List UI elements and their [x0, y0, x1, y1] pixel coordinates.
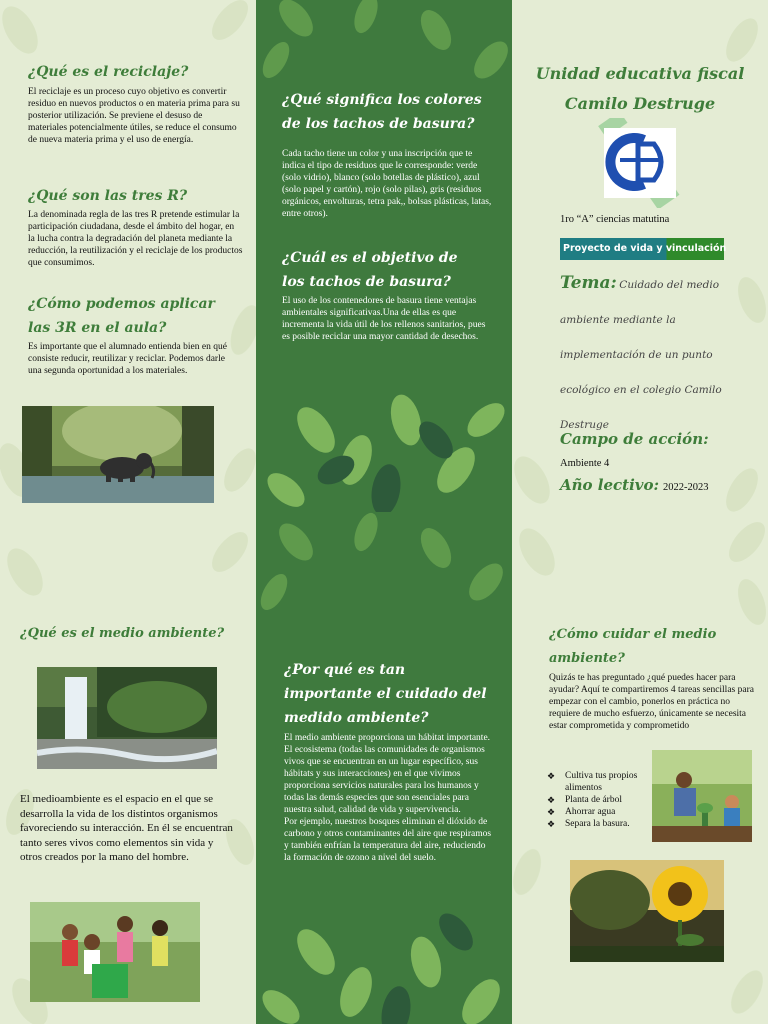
- text-bin-objective: El uso de los contenedores de basura tiene ventajas ambientales significativas.Una de ellas es que incrementa la vida útil de los rellenos sanitarios, pues es posible reciclar una mayor cantidad de desechos.: [282, 296, 486, 342]
- heading-what-is-recycling: ¿Qué es el reciclaje?: [28, 64, 189, 80]
- tip-item: ❖ Separa la basura.: [547, 819, 630, 829]
- text-what-is-recycling: El reciclaje es un proceso cuyo objetivo es convertir residuo en nuevos productos o en materia prima para su posterior utilización. Se previene el desuso de materiales potencialmente útiles, se reduce el consumo de nueva materia prima y el uso de energía.: [28, 87, 240, 145]
- panel-bins: [256, 0, 512, 512]
- bullet-icon: ❖: [547, 807, 556, 817]
- panel-recycling: [0, 0, 256, 512]
- heading-what-is-environment: ¿Qué es el medio ambiente?: [20, 626, 225, 641]
- bullet-icon: ❖: [547, 819, 556, 829]
- bullet-icon: ❖: [547, 795, 556, 805]
- panel-importance: [256, 512, 512, 1024]
- planting-photo: [652, 750, 752, 842]
- tip-item: ❖ Planta de árbol: [547, 795, 622, 805]
- anio-value: 2022-2023: [663, 482, 709, 493]
- campo-value: Ambiente 4: [560, 458, 610, 469]
- heading-how-to-care: ¿Cómo cuidar el medio ambiente?: [549, 627, 717, 666]
- panel-care: [512, 512, 768, 1024]
- text-three-r: La denominada regla de las tres R pretende estimular la participación ciudadana, desde el ámbito del hogar, en la lucha contra la degradación del planeta mediante la reducción, la reutilización y el reciclaje de los productos que consumimos.: [28, 210, 243, 268]
- heading-importance: ¿Por qué es tan importante el cuidado del medido ambiente?: [284, 662, 487, 726]
- school-name-line1: Unidad educativa fiscal: [535, 64, 745, 83]
- heading-apply-3r: ¿Cómo podemos aplicar las 3R en el aula?: [28, 296, 215, 336]
- heading-three-r: ¿Qué son las tres R?: [28, 188, 188, 204]
- tip-item: ❖ Cultiva tus propios alimentos: [547, 771, 638, 793]
- text-importance: El medio ambiente proporciona un hábitat importante. El ecosistema (todas las comunidades de organismos vivos que se encuentran en un lugar específico, sus hábitats y sus interacciones) en el que vivimos proporciona servicios naturales para los humanos y todas las demás especies que son esenciales para nuestra salud, calidad de vida y supervivencia. Por ejemplo, nuestros bosques eliminan el dióxido de carbono y otros contaminantes del aire que respiramos y también enfrían la temperatura del aire, reduciendo la formación de ozono a nivel del suelo.: [284, 733, 492, 863]
- campo-label: Campo de acción:: [560, 430, 709, 448]
- elephant-photo: [22, 406, 214, 503]
- text-how-to-care: Quizás te has preguntado ¿qué puedes hacer para ayudar? Aquí te compartiremos 4 tareas sencillas para empezar con el cambio, ponerlos en práctica no requiere de mucho esfuerzo, únicamente se necesita estar comprometida y comprometido: [549, 673, 754, 731]
- heading-bin-objective: ¿Cuál es el objetivo de los tachos de basura?: [282, 250, 458, 290]
- anio-block: [560, 476, 709, 495]
- school-logo: [592, 118, 682, 208]
- tips-list: [547, 770, 657, 830]
- panel-environment: [0, 512, 256, 1024]
- heading-bin-colors: ¿Qué significa los colores de los tachos de basura?: [282, 92, 482, 132]
- tema-text: Cuidado del medio ambiente mediante la implementación de un punto ecológico en el colegio Camilo Destruge: [560, 279, 722, 431]
- course-label: 1ro “A” ciencias matutina: [560, 214, 670, 225]
- tema-label: Tema:: [560, 273, 617, 293]
- tip-item: ❖ Ahorrar agua: [547, 807, 616, 817]
- text-what-is-environment: El medioambiente es el espacio en el que se desarrolla la vida de los distintos organismos favoreciendo su interacción. En él se encuentran tanto seres vivos como elementos sin vida y otros creados por la mano del hombre.: [20, 793, 233, 863]
- text-bin-colors: Cada tacho tiene un color y una inscripción que te indica el tipo de residuos que le corresponde: verde (solo vidrio), blanco (solo botellas de plástico), azul (solo papel y cartón), rojo (solo pilas), gris (residuos orgánicos, envolturas, tetra pak,, bolsas plásticas, latas, entre otros).: [282, 149, 492, 219]
- waterfall-photo: [37, 667, 217, 769]
- project-banner: [560, 238, 727, 260]
- school-name-line2: Camilo Destruge: [564, 94, 716, 113]
- tema-block: [560, 266, 760, 443]
- text-apply-3r: Es importante que el alumnado entienda bien en qué consiste reducir, reutilizar y reciclar. Podemos darle una segunda oportunidad a los materiales.: [28, 342, 227, 376]
- panel-cover: [512, 0, 768, 512]
- bullet-icon: ❖: [547, 771, 556, 781]
- project-banner-text: Proyecto de vida y vinculación: [563, 243, 727, 254]
- children-recycling-photo: [30, 902, 200, 1002]
- sunflower-photo: [570, 860, 724, 962]
- anio-label: Año lectivo:: [560, 476, 660, 494]
